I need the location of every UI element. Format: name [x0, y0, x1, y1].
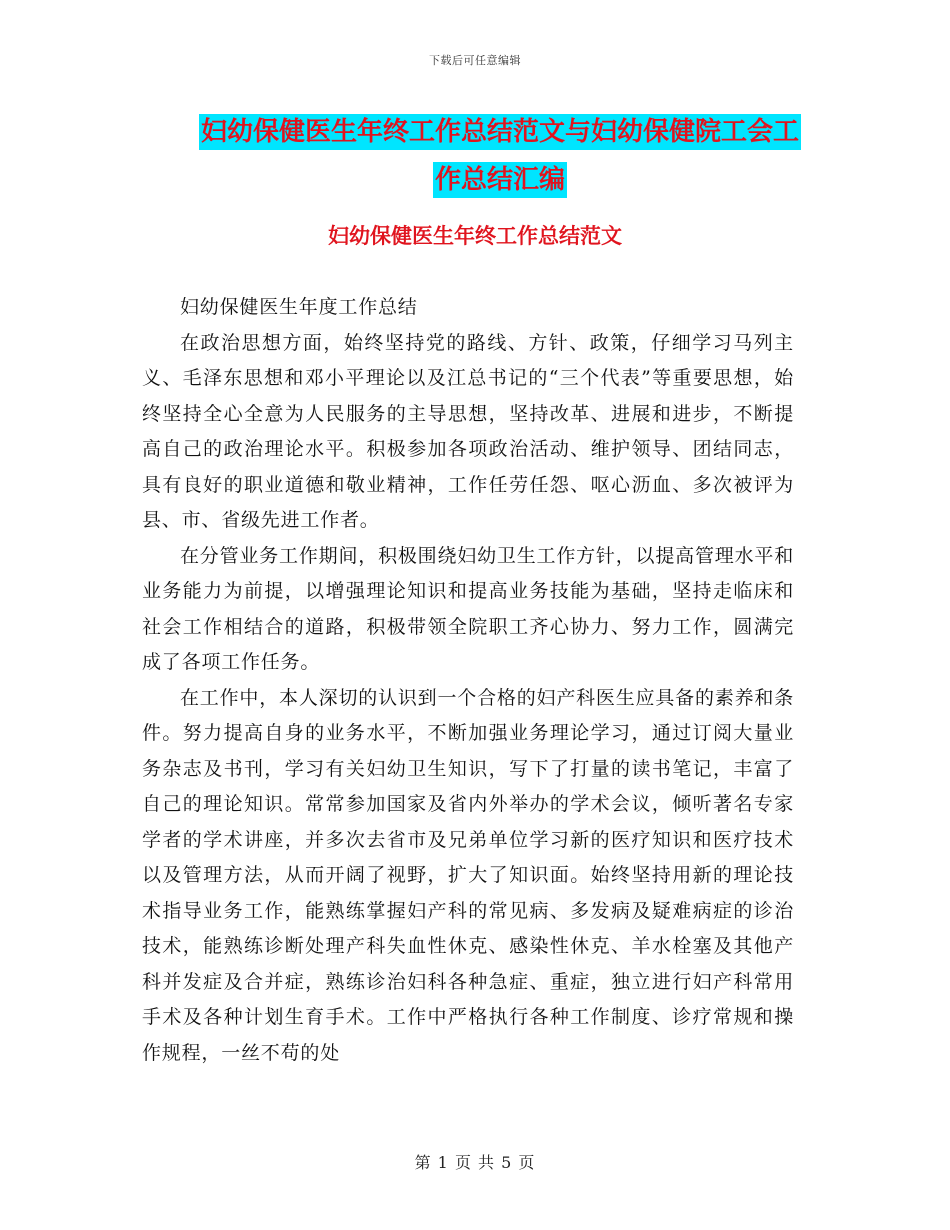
- page-number-footer: 第 1 页 共 5 页: [414, 1153, 536, 1172]
- body-paragraph: 在工作中，本人深切的认识到一个合格的妇产科医生应具备的素养和条件。努力提高自身的业务水平，不断加强业务理论学习，通过订阅大量业务杂志及书刊，学习有关妇幼卫生知识，写下了打量的读书笔记，丰富了自己的理论知识。常常参加国家及省内外举办的学术会议，倾听著名专家学者的学术讲座，并多次去省市及兄弟单位学习新的医疗知识和医疗技术以及管理方法，从而开阔了视野，扩大了知识面。始终坚持用新的理论技术指导业务工作，能熟练掌握妇产科的常见病、多发病及疑难病症的诊治技术，能熟练诊断处理产科失血性休克、感染性休克、羊水栓塞及其他产科并发症及合并症，熟练诊治妇科各种急症、重症，独立进行妇产科常用手术及各种计划生育手术。工作中严格执行各种工作制度、诊疗常规和操作规程，一丝不苟的处: [142, 686, 794, 1064]
- section-title: 妇幼保健医生年终工作总结范文: [328, 224, 622, 248]
- document-title-line-2: 作总结汇编: [433, 162, 567, 198]
- body-paragraph: 在分管业务工作期间，积极围绕妇幼卫生工作方针，以提高管理水平和业务能力为前提，以增强理论知识和提高业务技能为基础，坚持走临床和社会工作相结合的道路，积极带领全院职工齐心协力、努力工作，圆满完成了各项工作任务。: [142, 544, 794, 673]
- document-title: [190, 108, 810, 204]
- body-paragraph-subtitle: 妇幼保健医生年度工作总结: [180, 296, 418, 318]
- body-paragraph: 在政治思想方面，始终坚持党的路线、方针、政策，仔细学习马列主义、毛泽东思想和邓小平理论以及江总书记的“三个代表”等重要思想，始终坚持全心全意为人民服务的主导思想，坚持改革、进展和进步，不断提高自己的政治理论水平。积极参加各项政治活动、维护领导、团结同志，具有良好的职业道德和敬业精神，工作任劳任怨、呕心沥血、多次被评为县、市、省级先进工作者。: [142, 331, 794, 531]
- page-header-note: 下载后可任意编辑: [429, 54, 521, 67]
- document-title-line-1: 妇幼保健医生年终工作总结范文与妇幼保健院工会工: [199, 114, 801, 150]
- document-body: [142, 290, 794, 1071]
